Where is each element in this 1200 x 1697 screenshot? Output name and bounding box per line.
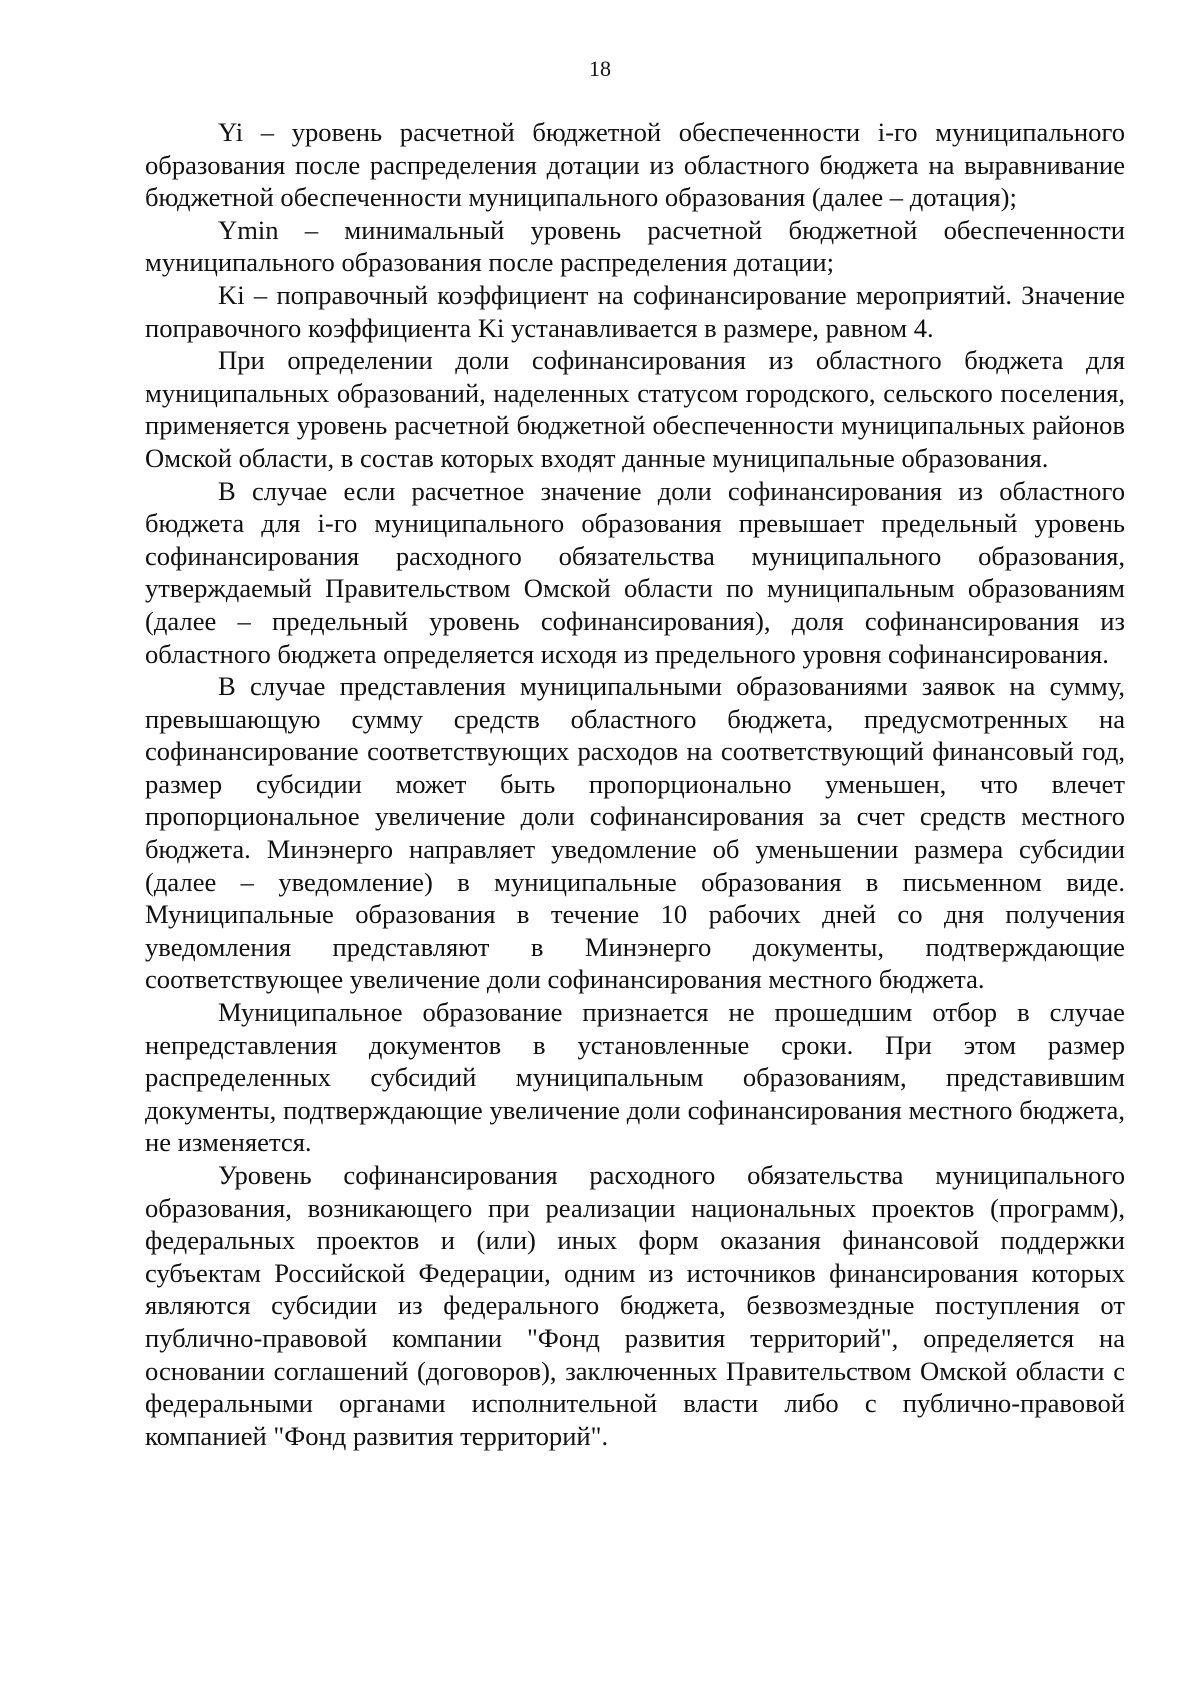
- paragraph-applications-excess: В случае представления муниципальными образованиями заявок на сумму, превышающую сумму средств областного бюджета, предусмотренных на софинансирование соответствующих расходов на соответствующий финансовый год, размер субсидии может быть пропорционально уменьшен, что влечет пропорциональное увеличение доли софинансирования за счет средств местного бюджета. Минэнерго направляет уведомление об уменьшении размера субсидии (далее – уведомление) в муниципальные образования в письменном виде. Муниципальные образования в течение 10 рабочих дней со дня получения уведомления представляют в Минэнерго документы, подтверждающие соответствующее увеличение доли софинансирования местного бюджета.: [145, 671, 1125, 995]
- page-number: 18: [589, 56, 611, 81]
- paragraph-limit-level: В случае если расчетное значение доли софинансирования из областного бюджета для i-го муниципального образования превышает предельный уровень софинансирования расходного обязательства муниципального образования, утверждаемый Правительством Омской области по муниципальным образованиям (далее – предельный уровень софинансирования), доля софинансирования из областного бюджета определяется исходя из предельного уровня софинансирования.: [145, 475, 1125, 669]
- paragraph-ymin-definition: Ymin – минимальный уровень расчетной бюджетной обеспеченности муниципального образования после распределения дотации;: [145, 214, 1125, 278]
- paragraph-ki-definition: Ki – поправочный коэффициент на софинансирование мероприятий. Значение поправочного коэффициента Ki устанавливается в размере, равном 4.: [145, 279, 1125, 343]
- document-body: [145, 116, 1125, 1452]
- paragraph-federal-cofinancing: Уровень софинансирования расходного обязательства муниципального образования, возникающего при реализации национальных проектов (программ), федеральных проектов и (или) иных форм оказания финансовой поддержки субъектам Российской Федерации, одним из источников финансирования которых являются субсидии из федерального бюджета, безвозмездные поступления от публично-правовой компании "Фонд развития территорий", определяется на основании соглашений (договоров), заключенных Правительством Омской области с федеральными органами исполнительной власти либо с публично-правовой компанией "Фонд развития территорий".: [145, 1160, 1125, 1451]
- paragraph-settlements-rule: При определении доли софинансирования из областного бюджета для муниципальных образований, наделенных статусом городского, сельского поселения, применяется уровень расчетной бюджетной обеспеченности муниципальных районов Омской области, в состав которых входят данные муниципальные образования.: [145, 345, 1125, 473]
- paragraph-selection-failure: Муниципальное образование признается не прошедшим отбор в случае непредставления документов в установленные сроки. При этом размер распределенных субсидий муниципальным образованиям, представившим документы, подтверждающие увеличение доли софинансирования местного бюджета, не изменяется.: [145, 997, 1125, 1158]
- paragraph-yi-definition: Yi – уровень расчетной бюджетной обеспеченности i-го муниципального образования после распределения дотации из областного бюджета на выравнивание бюджетной обеспеченности муниципального образования (далее – дотация);: [145, 117, 1125, 213]
